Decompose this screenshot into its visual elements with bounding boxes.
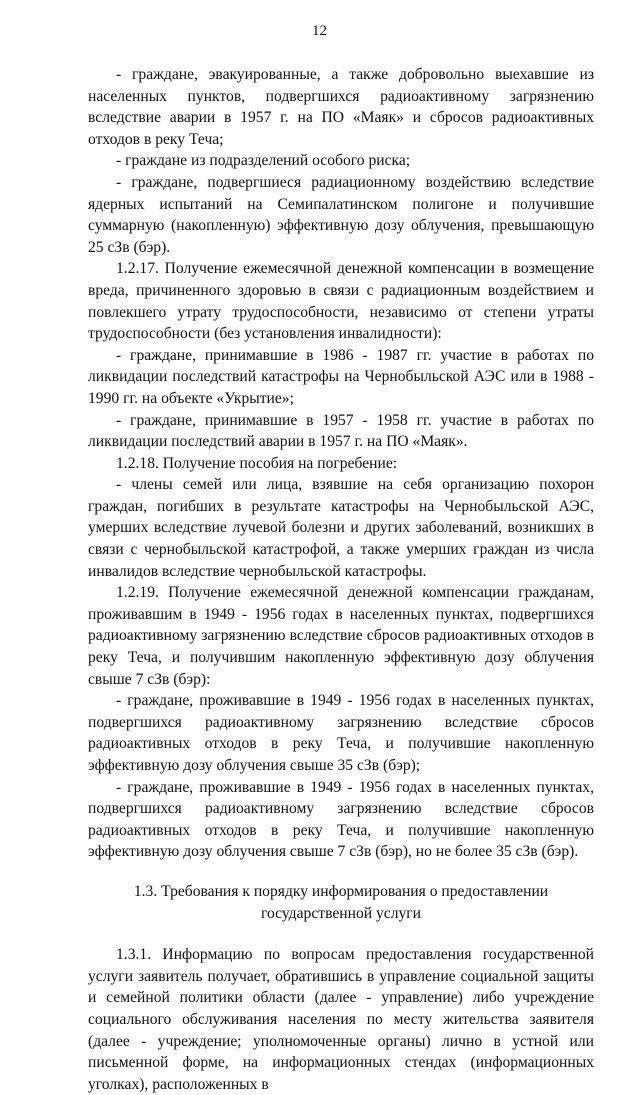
paragraph-techa-residents-35: - граждане, проживавшие в 1949 - 1956 годах в населенных пунктах, подвергшихся радиоактивному загрязнению вследствие сбросов радиоактивных отходов в реку Теча, и получившие накопленную эффективную дозу облучения свыше 35 сЗв (бэр); bbox=[88, 692, 594, 774]
section-heading-1-3: 1.3. Требования к порядку информирования о предоставлении государственной услуги bbox=[133, 882, 549, 922]
paragraph-chernobyl-liquidators: - граждане, принимавшие в 1986 - 1987 гг. участие в работах по ликвидации последствий катастрофы на Чернобыльской АЭС или в 1988 - 1990 гг. на объекте «Укрытие»; bbox=[88, 346, 594, 407]
paragraph-mayak-liquidators: - граждане, принимавшие в 1957 - 1958 гг. участие в работах по ликвидации последствий аварии в 1957 г. на ПО «Маяк». bbox=[88, 411, 594, 451]
paragraph-clause-1-2-17: 1.2.17. Получение ежемесячной денежной компенсации в возмещение вреда, причиненного здоровью в связи с радиационным воздействием и повлекшего утрату трудоспособности, независимо от степени утраты трудоспособности (без установления инвалидности): bbox=[88, 260, 594, 343]
paragraph-special-risk-units: - граждане из подразделений особого риска; bbox=[116, 152, 411, 170]
paragraph-clause-1-3-1: 1.3.1. Информацию по вопросам предоставления государственной услуги заявитель получает, обратившись в управление социальной защиты и семейной политики области (далее - управление) либо учреждение социального обслуживания населения по месту жительства заявителя (далее - учреждение; уполномоченные органы) лично в устной или письменной форме, на информационных стендах (информационных уголках), расположенных в bbox=[88, 946, 594, 1093]
paragraph-semipalatinsk-tests: - граждане, подвергшиеся радиационному воздействию вследствие ядерных испытаний на Семипалатинском полигоне и получившие суммарную (накопленную) эффективную дозу облучения, превышающую 25 сЗв (бэр). bbox=[88, 173, 594, 256]
paragraph-techa-residents-7-35: - граждане, проживавшие в 1949 - 1956 годах в населенных пунктах, подвергшихся радиоактивному загрязнению вследствие сбросов радиоактивных отходов в реку Теча, и получившие накопленную эффективную дозу облучения свыше 7 сЗв (бэр), но не более 35 сЗв (бэр). bbox=[88, 778, 594, 861]
paragraph-clause-1-2-19: 1.2.19. Получение ежемесячной денежной компенсации гражданам, проживавшим в 1949 - 1956 годах в населенных пунктах, подвергшихся радиоактивному загрязнению вследствие сбросов радиоактивных отходов в реку Теча, и получившим накопленную эффективную дозу облучения свыше 7 сЗв (бэр): bbox=[88, 584, 594, 688]
page-number: 12 bbox=[312, 23, 327, 39]
paragraph-evacuated-citizens: - граждане, эвакуированные, а также добровольно выехавшие из населенных пунктов, подвергшихся радиоактивному загрязнению вследствие аварии в 1957 г. на ПО «Маяк» и сбросов радиоактивных отходов в реку Теча; bbox=[88, 66, 594, 148]
paragraph-clause-1-2-18: 1.2.18. Получение пособия на погребение: bbox=[116, 454, 398, 472]
paragraph-funeral-family-members: - члены семей или лица, взявшие на себя организацию похорон граждан, погибших в результате катастрофы на Чернобыльской АЭС, умерших вследствие лучевой болезни и других заболеваний, возникших в связи с чернобыльской катастрофой, а также умерших граждан из числа инвалидов вследствие чернобыльской катастрофы. bbox=[88, 476, 594, 580]
document-body bbox=[88, 64, 594, 1095]
